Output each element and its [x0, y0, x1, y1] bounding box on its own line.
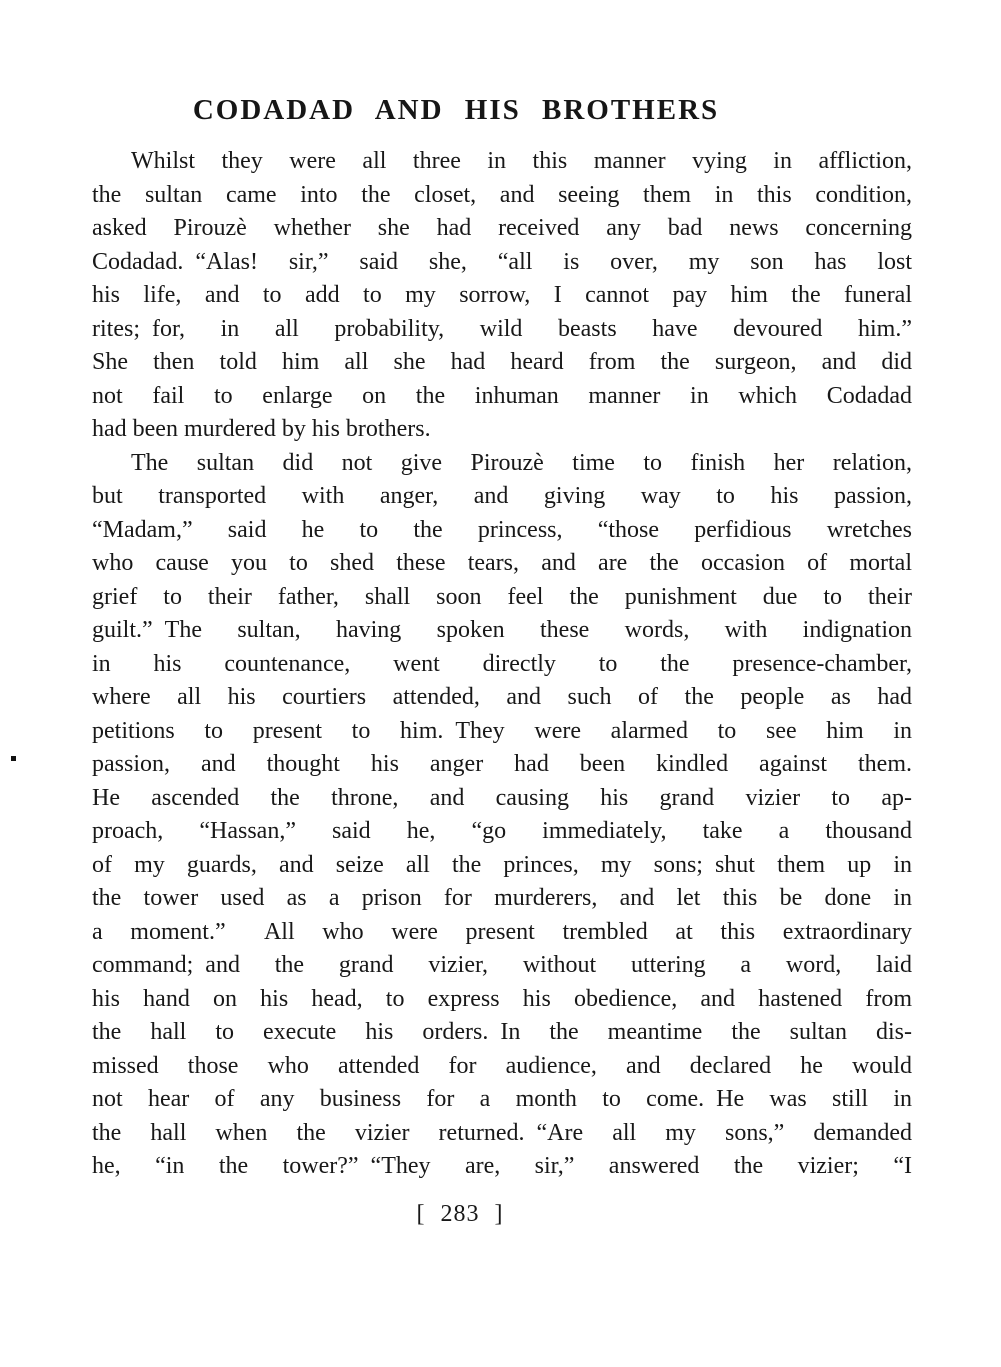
text-line: command; and the grand vizier, without uttering a word, laid	[92, 952, 912, 978]
text-line: the hall when the vizier returned. “Are all my sons,” demanded	[92, 1119, 912, 1146]
text-line: The sultan did not give Pirouzè time to finish her relation,	[131, 449, 912, 476]
text-line: the sultan came into the closet, and seeing them in this condition,	[92, 181, 912, 208]
text-line: he, “in the tower?” “They are, sir,” answered the vizier; “I	[92, 1153, 912, 1179]
page-title: CODADAD AND HIS BROTHERS	[192, 94, 720, 126]
text-line: grief to their father, shall soon feel the punishment due to their	[92, 583, 912, 610]
text-line: Codadad. “Alas! sir,” said she, “all is over, my son has lost	[92, 248, 912, 275]
text-line: in his countenance, went directly to the presence-chamber,	[92, 650, 912, 677]
text-line: who cause you to shed these tears, and are the occasion of mortal	[92, 550, 912, 576]
text-line: his hand on his head, to express his obedience, and hastened from	[92, 985, 912, 1012]
text-line: not fail to enlarge on the inhuman manner in which Codadad	[92, 382, 912, 409]
text-line: the tower used as a prison for murderers, and let this be done in	[92, 885, 912, 911]
text-line: but transported with anger, and giving way to his passion,	[92, 483, 912, 509]
scan-speck-artifact	[11, 756, 16, 761]
text-line: guilt.” The sultan, having spoken these words, with indignation	[92, 617, 912, 643]
text-line: petitions to present to him. They were alarmed to see him in	[92, 717, 912, 744]
text-line: rites; for, in all probability, wild beasts have devoured him.”	[92, 315, 912, 342]
text-line: not hear of any business for a month to come. He was still in	[92, 1086, 912, 1112]
text-line: the hall to execute his orders. In the meantime the sultan dis-	[92, 1019, 912, 1045]
text-line: missed those who attended for audience, and declared he would	[92, 1052, 912, 1079]
text-line: “Madam,” said he to the princess, “those perfidious wretches	[92, 516, 912, 543]
text-line: She then told him all she had heard from the surgeon, and did	[92, 349, 912, 375]
text-line: had been murdered by his brothers.	[92, 416, 431, 442]
page-number: [ 283 ]	[416, 1200, 504, 1227]
text-line: He ascended the throne, and causing his grand vizier to ap-	[92, 784, 912, 811]
text-line: a moment.” All who were present trembled at this extraordinary	[92, 918, 912, 945]
text-line: his life, and to add to my sorrow, I cannot pay him the funeral	[92, 282, 912, 308]
text-line: passion, and thought his anger had been kindled against them.	[92, 751, 912, 777]
text-line: Whilst they were all three in this manner vying in affliction,	[131, 148, 912, 174]
text-line: proach, “Hassan,” said he, “go immediately, take a thousand	[92, 818, 912, 844]
story-text	[92, 145, 912, 1184]
text-line: asked Pirouzè whether she had received any bad news concerning	[92, 215, 912, 241]
text-line: where all his courtiers attended, and such of the people as had	[92, 684, 912, 710]
text-line: of my guards, and seize all the princes, my sons; shut them up in	[92, 851, 912, 878]
